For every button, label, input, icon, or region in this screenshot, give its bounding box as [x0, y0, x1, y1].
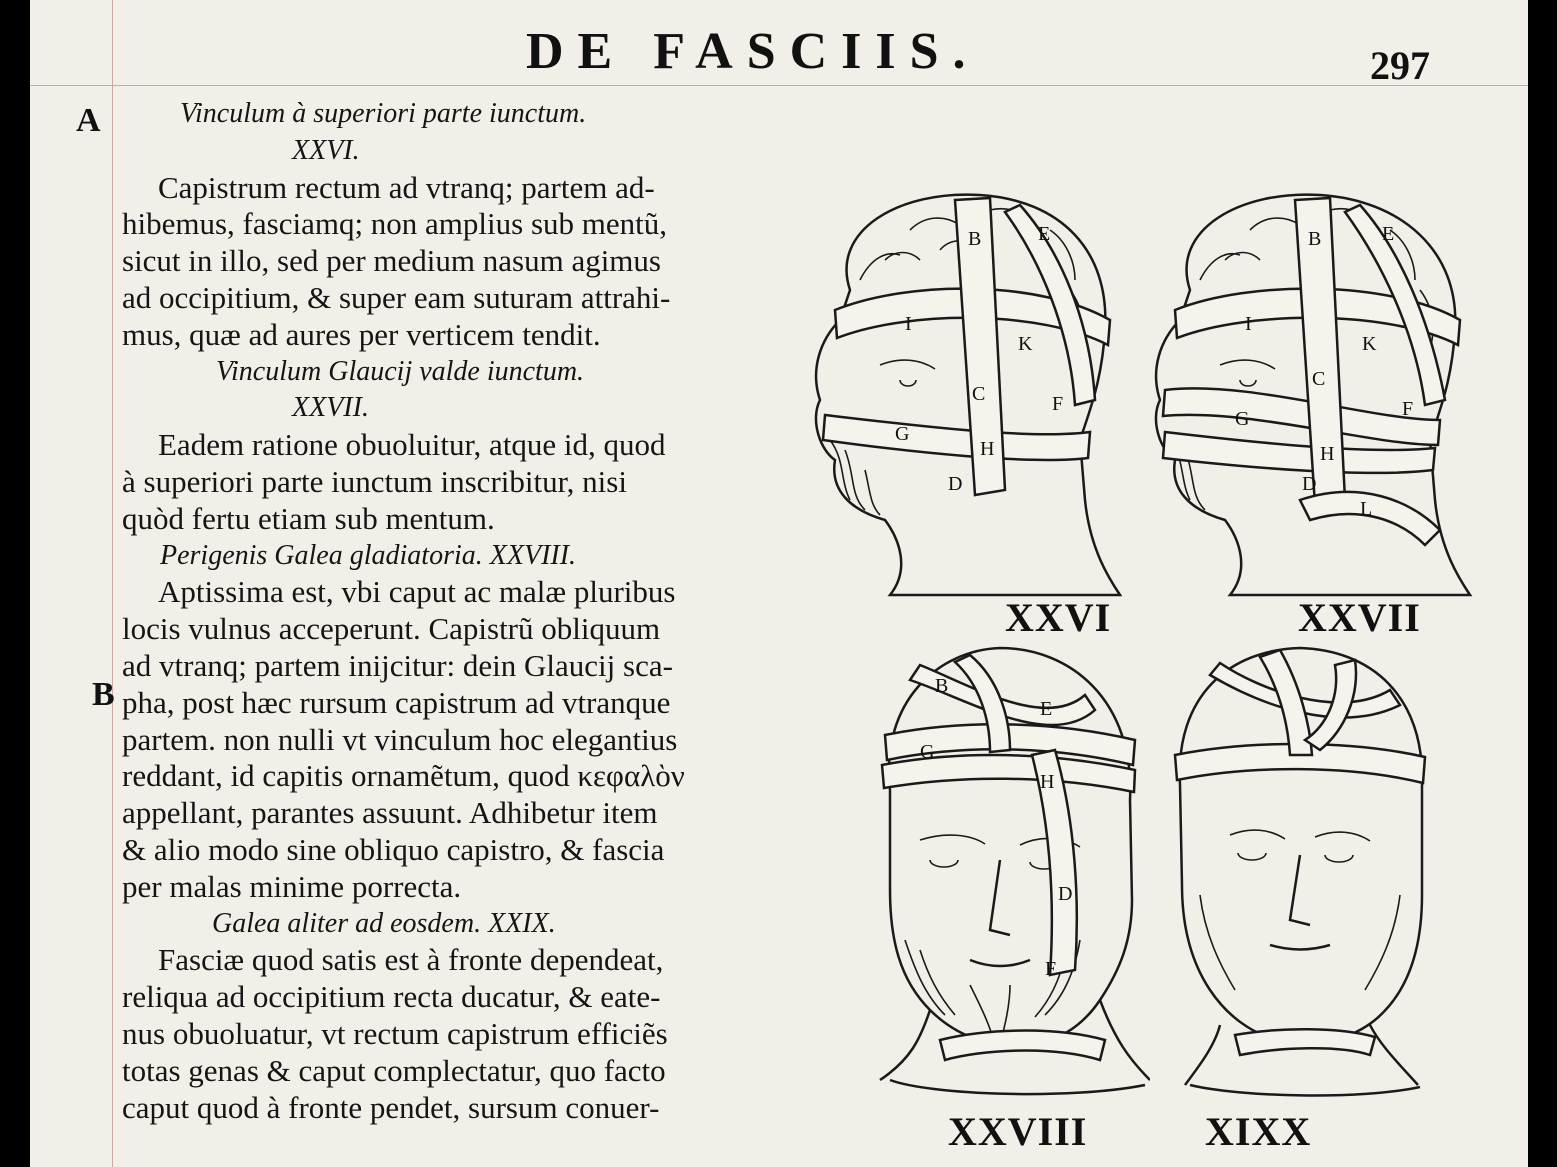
text-line: & alio modo sine obliquo capistro, & fascia	[122, 831, 665, 867]
text-line: hibemus, fasciamq; non amplius sub mentũ,	[122, 206, 668, 242]
band-letter: G	[895, 423, 910, 445]
section-heading-line: Vinculum Glaucij valde iunctum.	[216, 355, 585, 387]
bandaged-head-profile-illustration	[1130, 170, 1480, 600]
text-line: ad occipitium, & super eam suturam attrahi-	[122, 279, 671, 315]
figure-caption: XIXX	[1205, 1109, 1312, 1154]
figure-caption: XXVII	[1298, 595, 1421, 640]
book-page	[30, 0, 1528, 1167]
band-letter: B	[935, 675, 949, 697]
bandaged-head-frontal-illustration	[850, 640, 1150, 1110]
text-line: à superiori parte iunctum inscribitur, nisi	[122, 463, 627, 499]
section-heading-line: XXVI.	[292, 134, 360, 166]
band-letter: G	[920, 741, 935, 763]
margin-letter-b: B	[92, 676, 115, 713]
band-letter: C	[1312, 368, 1326, 390]
band-letter: E	[1040, 698, 1053, 720]
text-line: ad vtranq; partem inijcitur: dein Glaucij sca-	[122, 647, 673, 683]
figure-caption: XXVIII	[948, 1109, 1088, 1154]
text-line: Fasciæ quod satis est à fronte dependeat,	[158, 942, 664, 978]
band-letter: K	[1362, 333, 1377, 355]
band-letter: H	[980, 438, 995, 460]
band-letter: D	[1302, 473, 1317, 495]
section-heading-line: Galea aliter ad eosdem. XXIX.	[212, 907, 556, 939]
page-header	[30, 22, 1528, 88]
band-letter: F	[1045, 958, 1057, 980]
text-line: sicut in illo, sed per medium nasum agimus	[122, 243, 661, 279]
body-text	[122, 96, 762, 1126]
text-line: reddant, id capitis ornamẽtum, quod κεφαλὸν	[122, 758, 685, 794]
band-letter: E	[1038, 223, 1051, 245]
text-line: Aptissima est, vbi caput ac malæ pluribus	[158, 574, 676, 610]
band-letter: D	[948, 473, 963, 495]
section-heading-line: Perigenis Galea gladiatoria. XXVIII.	[160, 539, 577, 571]
band-letter: B	[1308, 228, 1322, 250]
margin-rule-horizontal	[30, 85, 1528, 86]
bandaged-head-profile-illustration	[790, 170, 1130, 600]
section-heading-line: XXVII.	[292, 392, 369, 424]
running-head: DE FASCIIS.	[526, 23, 980, 80]
band-letter: C	[972, 383, 986, 405]
text-line: reliqua ad occipitium recta ducatur, & eate-	[122, 979, 661, 1015]
text-line: totas genas & caput complectatur, quo facto	[122, 1052, 666, 1088]
text-line: pha, post hæc rursum capistrum ad vtranque	[122, 684, 671, 720]
bandaged-head-frontal-illustration	[1160, 645, 1440, 1115]
band-letter: E	[1382, 223, 1395, 245]
text-line: per malas minime porrecta.	[122, 868, 462, 904]
band-letter: D	[1058, 883, 1073, 905]
band-letter: F	[1052, 393, 1064, 415]
section-heading-line: Vinculum à superiori parte iunctum.	[180, 98, 587, 129]
band-letter: B	[968, 228, 982, 250]
page-number: 297	[1370, 43, 1430, 88]
text-line: Capistrum rectum ad vtranq; partem ad-	[158, 169, 655, 205]
figure-xxvii	[1130, 170, 1480, 640]
band-letter: I	[1245, 313, 1252, 335]
illustrations	[790, 170, 1510, 1160]
figure-xxvi	[790, 170, 1130, 640]
text-line: caput quod à fronte pendet, sursum conuer-	[122, 1089, 660, 1125]
text-line: Eadem ratione obuoluitur, atque id, quod	[158, 427, 666, 463]
figure-xxviii	[850, 640, 1150, 1154]
margin-letter-a: A	[76, 102, 101, 139]
band-letter: F	[1402, 398, 1414, 420]
text-line: quòd fertu etiam sub mentum.	[122, 500, 495, 536]
figure-caption: XXVI	[1005, 595, 1112, 640]
figure-xixx	[1160, 645, 1440, 1154]
band-letter: H	[1320, 443, 1335, 465]
band-letter: L	[1360, 498, 1373, 520]
band-letter: G	[1235, 408, 1250, 430]
text-line: partem. non nulli vt vinculum hoc elegantius	[122, 721, 678, 757]
text-line: appellant, parantes assuunt. Adhibetur item	[122, 795, 658, 831]
band-letter: K	[1018, 333, 1033, 355]
text-line: nus obuoluatur, vt rectum capistrum efficiẽs	[122, 1015, 668, 1051]
text-line: locis vulnus acceperunt. Capistrũ obliquum	[122, 611, 661, 647]
band-letter: H	[1040, 771, 1055, 793]
band-letter: I	[905, 313, 912, 335]
margin-rule-vertical	[112, 0, 113, 1167]
text-line: mus, quæ ad aures per verticem tendit.	[122, 316, 601, 352]
